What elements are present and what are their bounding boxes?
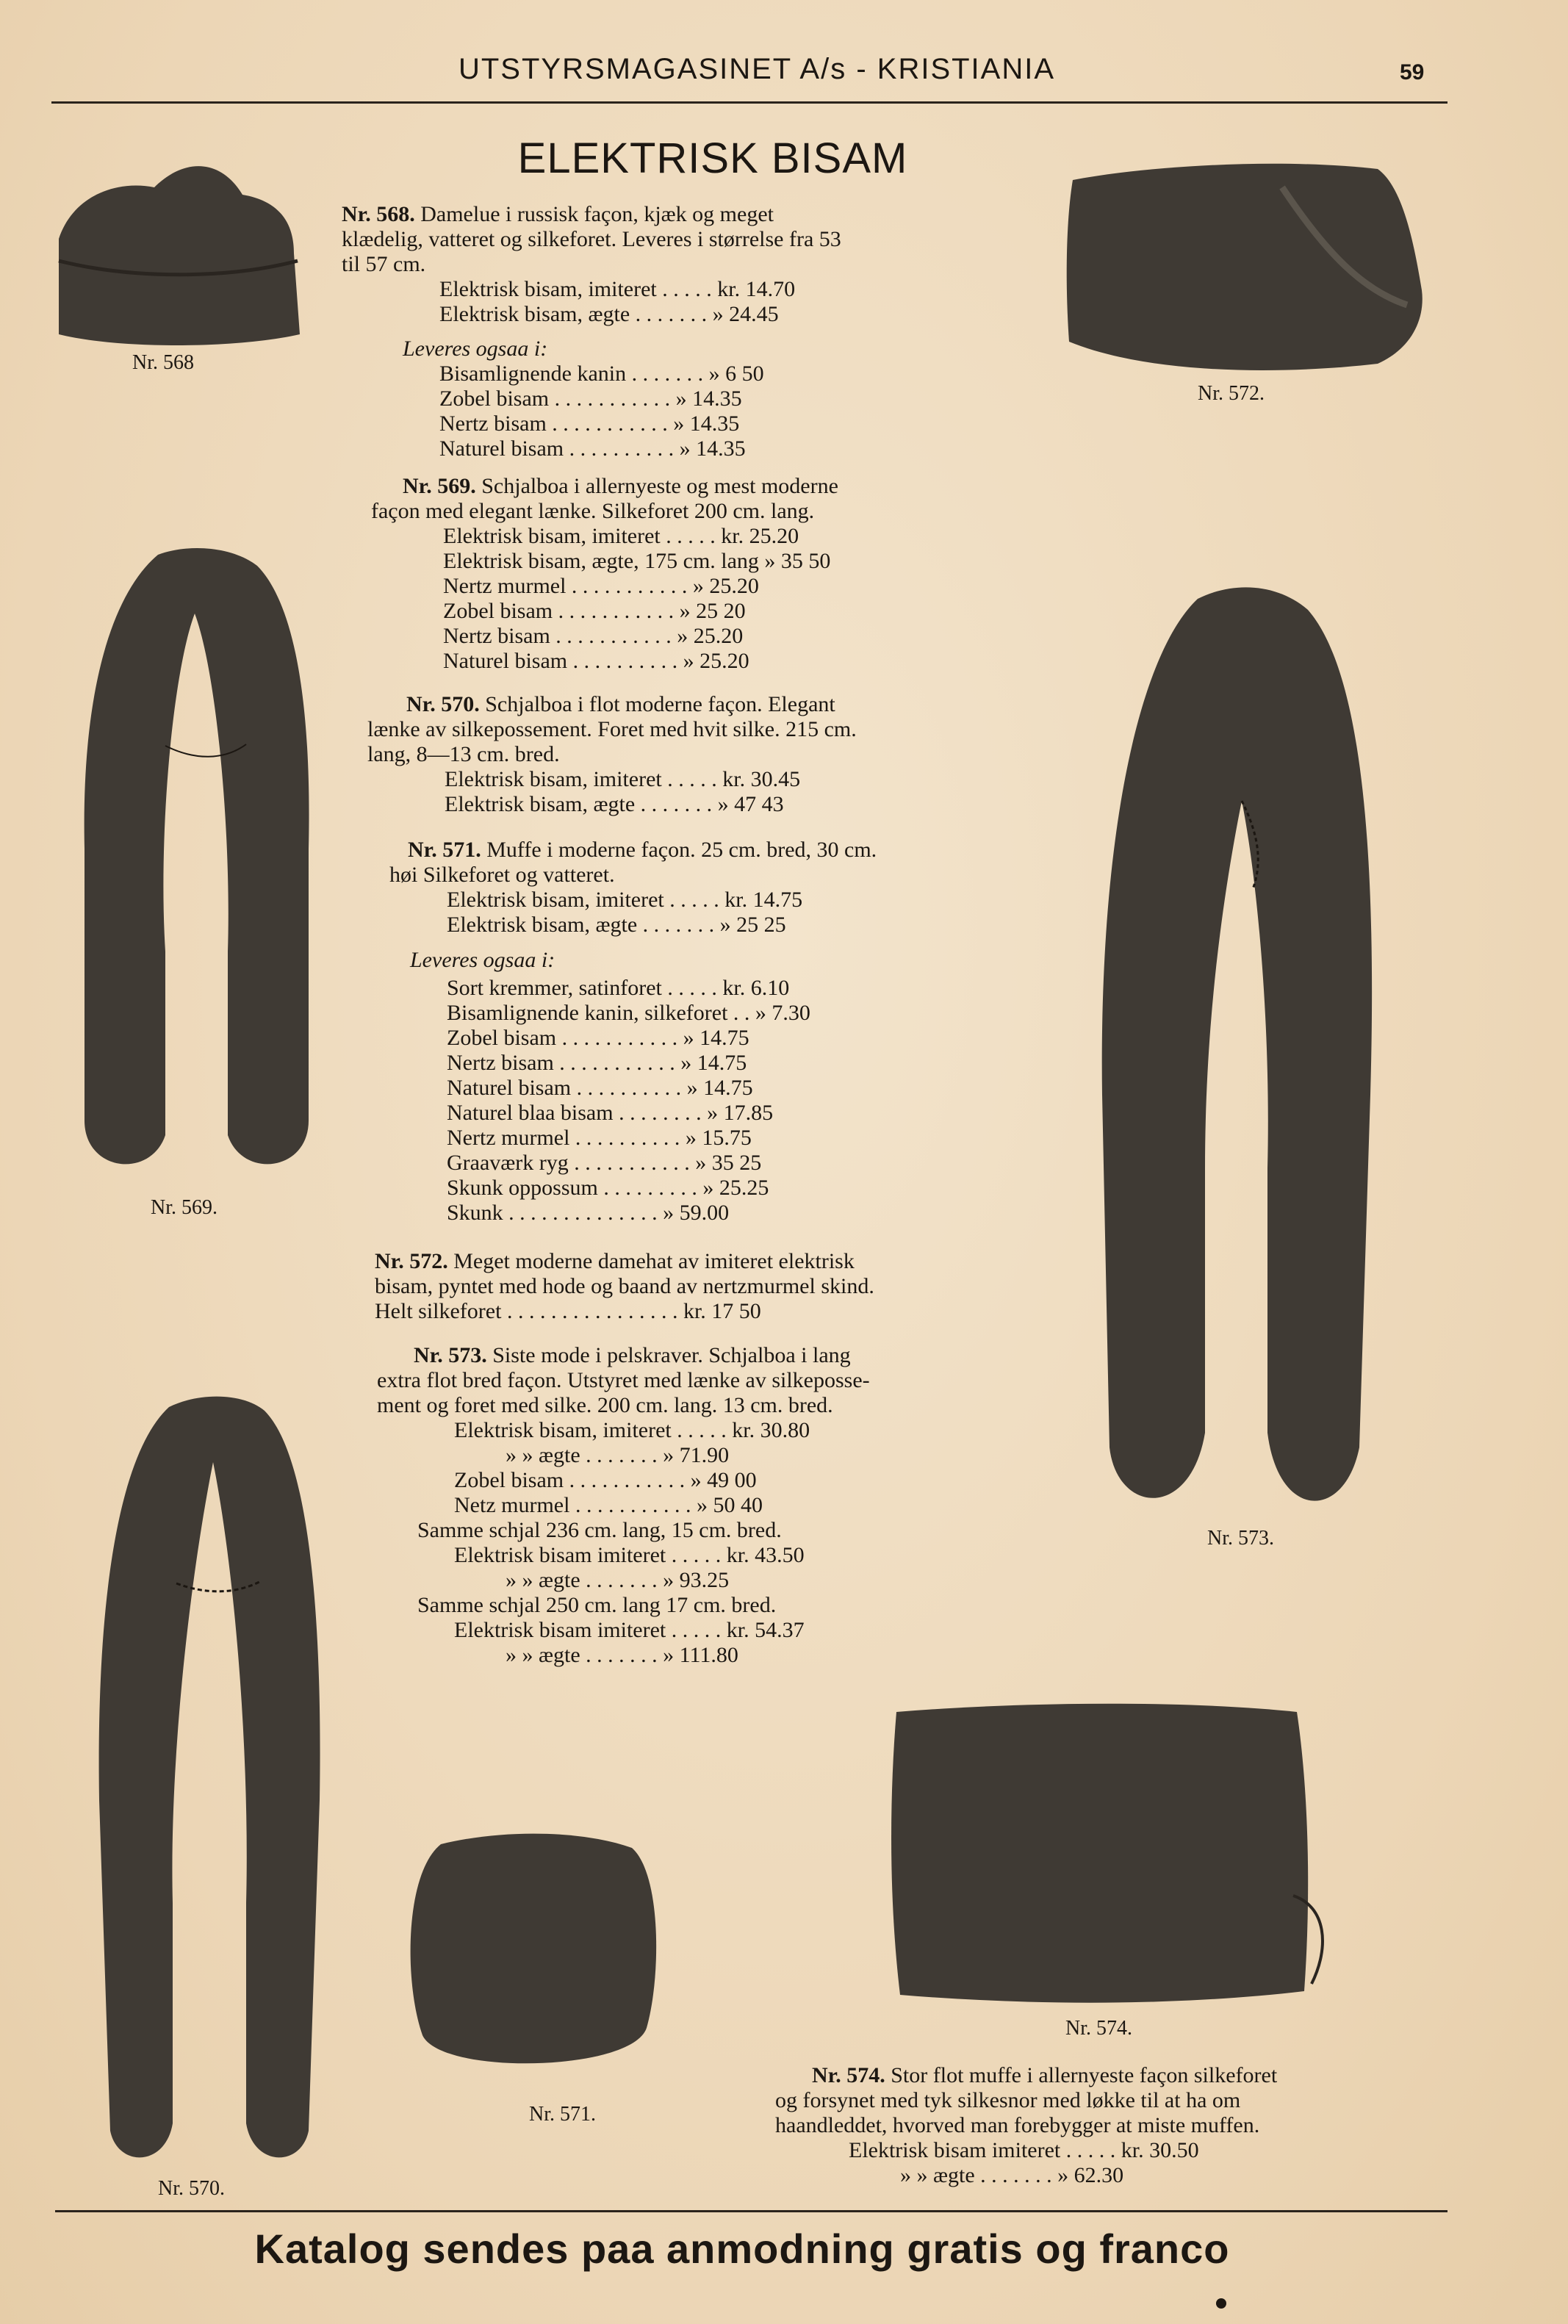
price-line: Elektrisk bisam, ægte, 175 cm. lang » 35 50 — [443, 549, 831, 573]
item-572-desc-1: Meget moderne damehat av imiteret elektrisk — [453, 1249, 855, 1273]
item-number-572: Nr. 572. — [375, 1249, 448, 1273]
item-570-desc-1: Schjalboa i flot moderne façon. Elegant — [485, 692, 835, 716]
also-available-label: Leveres ogsaa i: — [410, 948, 555, 972]
item-574-desc-3: haandleddet, hvorved man forebygger at miste muffen. — [775, 2113, 1260, 2137]
hat-572-image — [1062, 158, 1429, 375]
price-line: Bisamlignende kanin . . . . . . . » 6 50 — [439, 361, 764, 386]
price-line: Elektrisk bisam, imiteret . . . . . kr. 14.70 — [439, 277, 796, 301]
price-line: Zobel bisam . . . . . . . . . . . » 25 20 — [443, 599, 746, 623]
price-line: » » ægte . . . . . . . » 71.90 — [506, 1443, 730, 1467]
caption-569: Nr. 569. — [151, 1196, 217, 1219]
price-line: » » ægte . . . . . . . » 62.30 — [900, 2163, 1124, 2187]
price-line: Graaværk ryg . . . . . . . . . . . » 35 25 — [447, 1151, 762, 1175]
price-line: Zobel bisam . . . . . . . . . . . » 49 00 — [454, 1468, 757, 1492]
caption-572: Nr. 572. — [1198, 382, 1265, 405]
price-line: Zobel bisam . . . . . . . . . . . » 14.35 — [439, 386, 742, 411]
price-line: Nertz bisam . . . . . . . . . . . » 14.75 — [447, 1051, 747, 1075]
item-574-description — [812, 2063, 1277, 2088]
price-line: Naturel bisam . . . . . . . . . . » 14.35 — [439, 436, 746, 461]
price-line: Zobel bisam . . . . . . . . . . . » 14.75 — [447, 1026, 749, 1050]
price-line: Elektrisk bisam, imiteret . . . . . kr. 30.45 — [445, 767, 801, 791]
item-568-desc-1: Damelue i russisk façon, kjæk og meget — [420, 202, 774, 226]
price-line: Naturel bisam . . . . . . . . . . » 14.75 — [447, 1076, 753, 1100]
price-line: Elektrisk bisam, imiteret . . . . . kr. 30.80 — [454, 1418, 810, 1442]
price-line: Elektrisk bisam imiteret . . . . . kr. 43.50 — [454, 1543, 805, 1567]
item-number-570: Nr. 570. — [406, 692, 480, 716]
caption-568: Nr. 568 — [132, 351, 194, 374]
ink-dot — [1216, 2298, 1226, 2309]
item-573-desc-3: ment og foret med silke. 200 cm. lang. 13 cm. bred. — [377, 1393, 833, 1417]
item-571-desc-1: Muffe i moderne façon. 25 cm. bred, 30 cm. — [486, 838, 877, 862]
item-569-desc-2: façon med elegant lænke. Silkeforet 200 cm. lang. — [371, 499, 815, 523]
caption-574: Nr. 574. — [1065, 2017, 1132, 2040]
item-570-description — [406, 692, 835, 717]
item-572-desc-3: Helt silkeforet . . . . . . . . . . . . . . . . kr. 17 50 — [375, 1299, 761, 1323]
footer-rule — [55, 2210, 1447, 2212]
footer-text: Katalog sendes paa anmodning gratis og franco — [254, 2226, 1230, 2272]
item-570-desc-2: lænke av silkepossement. Foret med hvit silke. 215 cm. — [367, 717, 857, 741]
item-574-desc-2: og forsynet med tyk silkesnor med løkke til at ha om — [775, 2088, 1241, 2112]
item-572-description — [375, 1249, 855, 1274]
item-573-variant-2: Samme schjal 250 cm. lang 17 cm. bred. — [417, 1593, 777, 1617]
item-571-description — [408, 838, 877, 863]
item-573-desc-2: extra flot bred façon. Utstyret med lænke av silkeposse- — [377, 1368, 870, 1392]
item-573-variant-1: Samme schjal 236 cm. lang, 15 cm. bred. — [417, 1518, 782, 1542]
price-line: Nertz murmel . . . . . . . . . . . » 25.20 — [443, 574, 759, 598]
price-line: Nertz murmel . . . . . . . . . . » 15.75 — [447, 1126, 752, 1150]
shawl-570-image — [88, 1389, 331, 2175]
item-568-description — [342, 202, 1043, 227]
item-number-569: Nr. 569. — [403, 474, 476, 498]
item-number-574: Nr. 574. — [812, 2063, 885, 2087]
page-number: 59 — [1400, 60, 1425, 84]
hat-568-image — [44, 151, 309, 349]
header-rule — [51, 101, 1447, 104]
price-line: Elektrisk bisam imiteret . . . . . kr. 54.37 — [454, 1618, 805, 1642]
caption-573: Nr. 573. — [1207, 1527, 1274, 1550]
price-line: Sort kremmer, satinforet . . . . . kr. 6.10 — [447, 976, 790, 1000]
price-line: Nertz bisam . . . . . . . . . . . » 14.35 — [439, 411, 740, 436]
item-568-desc-2: klædelig, vatteret og silkeforet. Leveres i størrelse fra 53 — [342, 227, 841, 251]
shawl-569-image — [70, 540, 320, 1187]
price-line: Naturel bisam . . . . . . . . . . » 25.20 — [443, 649, 749, 673]
page-title: ELEKTRISK BISAM — [517, 134, 908, 182]
price-line: Elektrisk bisam, ægte . . . . . . . » 24.45 — [439, 302, 779, 326]
shawl-573-image — [1095, 580, 1381, 1528]
item-number-568: Nr. 568. — [342, 202, 415, 226]
muff-571-image — [397, 1830, 669, 2079]
caption-571: Nr. 571. — [529, 2103, 596, 2126]
price-line: Skunk oppossum . . . . . . . . . » 25.25 — [447, 1176, 769, 1200]
item-number-573: Nr. 573. — [414, 1343, 487, 1367]
item-568-desc-3: til 57 cm. — [342, 252, 426, 276]
item-number-571: Nr. 571. — [408, 838, 481, 862]
price-line: Elektrisk bisam, ægte . . . . . . . » 47 43 — [445, 792, 784, 816]
item-573-desc-1: Siste mode i pelskraver. Schjalboa i lang — [492, 1343, 851, 1367]
item-571-desc-2: høi Silkeforet og vatteret. — [389, 863, 615, 887]
price-line: Skunk . . . . . . . . . . . . . . » 59.00 — [447, 1201, 730, 1225]
item-569-description — [403, 474, 838, 499]
price-line: » » ægte . . . . . . . » 111.80 — [506, 1643, 738, 1667]
item-569-desc-1: Schjalboa i allernyeste og mest moderne — [481, 474, 838, 498]
item-574-desc-1: Stor flot muffe i allernyeste façon silkeforet — [891, 2063, 1278, 2087]
price-line: Naturel blaa bisam . . . . . . . . » 17.85 — [447, 1101, 774, 1125]
price-line: Elektrisk bisam, imiteret . . . . . kr. 25.20 — [443, 524, 799, 548]
price-line: Netz murmel . . . . . . . . . . . » 50 40 — [454, 1493, 763, 1517]
price-line: Bisamlignende kanin, silkeforet . . » 7.30 — [447, 1001, 810, 1025]
item-573-description — [414, 1343, 851, 1368]
also-available-label: Leveres ogsaa i: — [403, 337, 548, 361]
muff-574-image — [885, 1697, 1341, 2013]
caption-570: Nr. 570. — [158, 2177, 225, 2200]
item-572-desc-2: bisam, pyntet med hode og baand av nertzmurmel skind. — [375, 1274, 874, 1298]
price-line: Nertz bisam . . . . . . . . . . . » 25.20 — [443, 624, 744, 648]
price-line: Elektrisk bisam imiteret . . . . . kr. 30.50 — [849, 2138, 1199, 2162]
price-line: » » ægte . . . . . . . » 93.25 — [506, 1568, 730, 1592]
price-line: Elektrisk bisam, ægte . . . . . . . » 25 25 — [447, 913, 786, 937]
item-570-desc-3: lang, 8—13 cm. bred. — [367, 742, 560, 766]
price-line: Elektrisk bisam, imiteret . . . . . kr. 14.75 — [447, 888, 803, 912]
page-header: UTSTYRSMAGASINET A/s - KRISTIANIA — [458, 53, 1056, 85]
